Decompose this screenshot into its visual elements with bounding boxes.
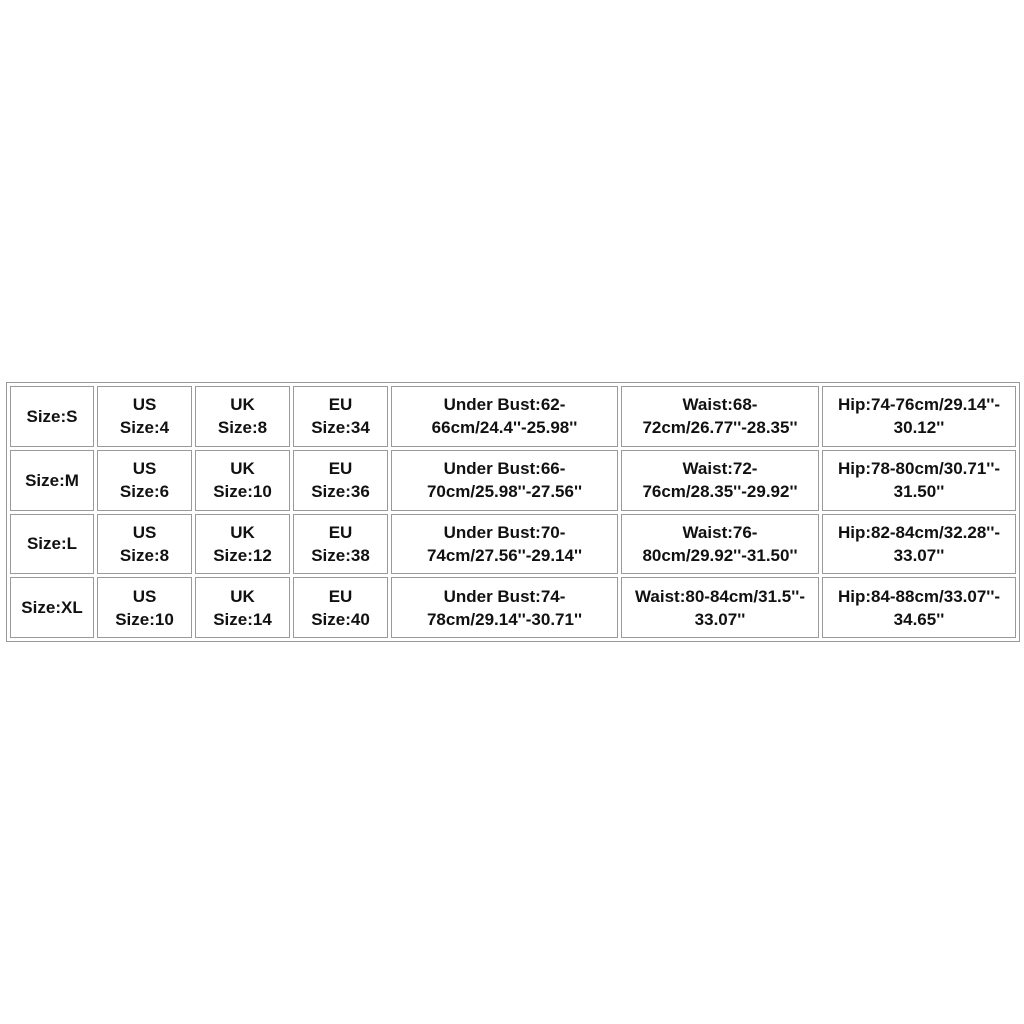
eu-size-line-1: EU <box>328 395 353 415</box>
uk-size-line-2: Size:10 <box>213 482 272 502</box>
under-bust-cell <box>391 514 618 575</box>
size-label: Size:S <box>26 406 78 426</box>
us-size-line-1: US <box>132 395 157 415</box>
us-size-cell <box>97 577 192 638</box>
us-size-line-2: Size:10 <box>115 609 174 629</box>
eu-size-line-1: EU <box>328 586 353 606</box>
uk-size-line-1: UK <box>230 395 255 415</box>
waist-line-1: Waist:68- <box>682 395 758 415</box>
waist-line-2: 72cm/26.77''-28.35'' <box>642 418 798 438</box>
waist-cell <box>621 514 819 575</box>
uk-size-line-2: Size:8 <box>217 418 268 438</box>
hip-line-1: Hip:78-80cm/30.71''- <box>837 459 1001 479</box>
eu-size-line-1: EU <box>328 459 353 479</box>
waist-cell <box>621 577 819 638</box>
eu-size-cell <box>293 450 388 511</box>
hip-cell <box>822 577 1016 638</box>
waist-line-2: 80cm/29.92''-31.50'' <box>642 545 798 565</box>
uk-size-line-2: Size:14 <box>213 609 272 629</box>
us-size-line-2: Size:4 <box>119 418 170 438</box>
size-chart-table <box>6 382 1020 642</box>
under-bust-line-2: 78cm/29.14''-30.71'' <box>426 609 583 629</box>
size-cell <box>10 386 94 447</box>
under-bust-line-2: 74cm/27.56''-29.14'' <box>426 545 583 565</box>
size-cell <box>10 577 94 638</box>
waist-line-1: Waist:72- <box>682 459 758 479</box>
size-cell <box>10 450 94 511</box>
uk-size-cell <box>195 386 290 447</box>
hip-line-2: 30.12'' <box>893 418 945 438</box>
eu-size-line-2: Size:38 <box>311 545 370 565</box>
uk-size-cell <box>195 514 290 575</box>
uk-size-line-1: UK <box>230 459 255 479</box>
under-bust-cell <box>391 386 618 447</box>
size-label: Size:XL <box>21 598 83 618</box>
hip-cell <box>822 450 1016 511</box>
hip-line-1: Hip:82-84cm/32.28''- <box>837 522 1001 542</box>
uk-size-line-2: Size:12 <box>213 545 272 565</box>
uk-size-cell <box>195 450 290 511</box>
size-cell <box>10 514 94 575</box>
table-row <box>10 450 1016 511</box>
hip-line-2: 31.50'' <box>893 482 945 502</box>
waist-line-1: Waist:76- <box>682 522 758 542</box>
size-label: Size:L <box>26 534 78 554</box>
under-bust-line-1: Under Bust:74- <box>443 586 566 606</box>
hip-line-1: Hip:84-88cm/33.07''- <box>837 586 1001 606</box>
us-size-line-1: US <box>132 586 157 606</box>
waist-line-2: 76cm/28.35''-29.92'' <box>642 482 798 502</box>
us-size-line-2: Size:8 <box>119 545 170 565</box>
eu-size-line-2: Size:34 <box>311 418 370 438</box>
under-bust-line-2: 66cm/24.4''-25.98'' <box>431 418 578 438</box>
eu-size-line-2: Size:40 <box>311 609 370 629</box>
under-bust-line-1: Under Bust:66- <box>443 459 566 479</box>
waist-cell <box>621 450 819 511</box>
us-size-cell <box>97 386 192 447</box>
hip-line-2: 33.07'' <box>893 545 945 565</box>
table-row <box>10 386 1016 447</box>
eu-size-cell <box>293 386 388 447</box>
under-bust-line-1: Under Bust:70- <box>443 522 566 542</box>
us-size-line-1: US <box>132 459 157 479</box>
under-bust-cell <box>391 450 618 511</box>
size-label: Size:M <box>25 470 79 490</box>
uk-size-line-1: UK <box>230 522 255 542</box>
eu-size-line-1: EU <box>328 522 353 542</box>
table-row <box>10 577 1016 638</box>
hip-cell <box>822 514 1016 575</box>
eu-size-line-2: Size:36 <box>311 482 370 502</box>
uk-size-line-1: UK <box>230 586 255 606</box>
us-size-cell <box>97 450 192 511</box>
waist-line-2: 33.07'' <box>694 609 746 629</box>
table-row <box>10 514 1016 575</box>
waist-cell <box>621 386 819 447</box>
eu-size-cell <box>293 577 388 638</box>
under-bust-line-1: Under Bust:62- <box>443 395 566 415</box>
hip-cell <box>822 386 1016 447</box>
waist-line-1: Waist:80-84cm/31.5''- <box>635 586 805 606</box>
uk-size-cell <box>195 577 290 638</box>
eu-size-cell <box>293 514 388 575</box>
hip-line-1: Hip:74-76cm/29.14''- <box>837 395 1001 415</box>
hip-line-2: 34.65'' <box>893 609 945 629</box>
us-size-line-2: Size:6 <box>119 482 170 502</box>
us-size-cell <box>97 514 192 575</box>
us-size-line-1: US <box>132 522 157 542</box>
under-bust-cell <box>391 577 618 638</box>
under-bust-line-2: 70cm/25.98''-27.56'' <box>426 482 583 502</box>
